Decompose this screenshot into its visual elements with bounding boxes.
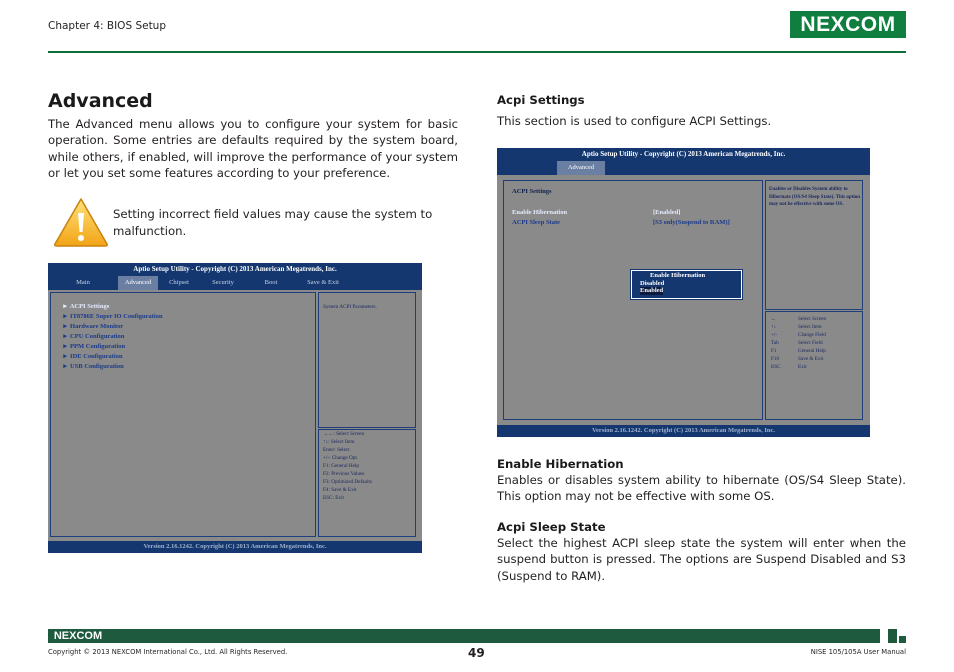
key-row: Enter: Select (323, 447, 350, 453)
setting-label-sleep-state[interactable]: ACPI Sleep State (512, 219, 561, 226)
header-rule (48, 51, 906, 53)
setting-value-hibernation[interactable]: [Enabled] (653, 209, 681, 216)
help-text: Enables or Disables System ability to Hibernate (OS/S4 Sleep State). This option may not be effective with some OS. (769, 187, 861, 208)
bios-title: Aptio Setup Utility - Copyright (C) 2013 American Megatrends, Inc. (48, 263, 422, 276)
bios-footer: Version 2.16.1242. Copyright (C) 2013 American Megatrends, Inc. (497, 425, 870, 437)
footer-nexcom-logo: NEXCOM (48, 629, 108, 643)
chapter-label: Chapter 4: BIOS Setup (48, 20, 167, 32)
copyright-text: Copyright © 2013 NEXCOM International Co., Ltd. All Rights Reserved. (48, 648, 288, 656)
tab-advanced[interactable]: Advanced (557, 161, 605, 175)
bios-footer: Version 2.16.1242. Copyright (C) 2013 American Megatrends, Inc. (48, 541, 422, 553)
enable-hibernation-text: Enables or disables system ability to hibernate (OS/S4 Sleep State). This option may not be effective with some OS. (497, 473, 906, 504)
popup-title: Enable Hibernation (650, 272, 706, 279)
menu-item-usb-config[interactable]: ► USB Configuration (62, 363, 124, 370)
tab-save-exit[interactable]: Save & Exit (307, 279, 339, 286)
tab-advanced[interactable]: Advanced (118, 276, 158, 290)
key-row: ESC Exit (771, 364, 807, 370)
option-popup[interactable] (631, 270, 742, 299)
key-legend (771, 315, 861, 371)
popup-option-disabled[interactable]: Disabled (640, 279, 665, 287)
bios-screen-advanced (48, 263, 422, 553)
warning-text: Setting incorrect field values may cause the system to malfunction. (113, 207, 433, 238)
bios-body (48, 290, 422, 541)
tab-chipset[interactable]: Chipset (169, 279, 189, 286)
footer-bar (48, 629, 880, 643)
key-row: F1 General Help (771, 348, 826, 354)
tab-security[interactable]: Security (212, 279, 234, 286)
key-row: F4: Save & Exit (323, 487, 357, 493)
key-row: ← Select Screen (771, 316, 827, 322)
menu-item-acpi-settings[interactable]: ► ACPI Settings (62, 303, 110, 310)
bios-tab-bar (48, 276, 422, 290)
menu-item-ppm-config[interactable]: ► PPM Configuration (62, 343, 126, 350)
menu-item-ide-config[interactable]: ► IDE Configuration (62, 353, 123, 360)
key-row: +/-: Change Opt. (323, 455, 359, 461)
key-row: →←: Select Screen (323, 431, 365, 437)
menu-item-cpu-config[interactable]: ► CPU Configuration (62, 333, 125, 340)
setting-label-hibernation[interactable]: Enable Hibernation (512, 209, 568, 216)
acpi-sleep-state-heading: Acpi Sleep State (497, 520, 606, 534)
popup-option-enabled[interactable]: Enabled (640, 287, 664, 294)
key-row: F3: Optimized Defaults (323, 479, 372, 485)
main-panel (503, 180, 763, 420)
key-row: Tab Select Field (771, 340, 823, 346)
enable-hibernation-heading: Enable Hibernation (497, 457, 624, 471)
acpi-settings-intro: This section is used to configure ACPI Settings. (497, 114, 772, 128)
page-title: Advanced (48, 90, 153, 112)
warning-triangle-icon (52, 196, 110, 248)
setting-value-sleep-state[interactable]: [S3 only(Suspend to RAM)] (653, 219, 730, 226)
key-row: ↑↓: Select Item (323, 439, 355, 445)
key-row: F2: Previous Values (323, 471, 365, 477)
bios-body (497, 175, 870, 425)
footer-block-small (899, 636, 906, 643)
manual-title: NISE 105/105A User Manual (810, 648, 906, 656)
key-row: ESC: Exit (323, 495, 344, 501)
tab-main[interactable]: Main (76, 279, 90, 286)
menu-item-hardware-monitor[interactable]: ► Hardware Monitor (62, 323, 124, 330)
help-text: System ACPI Parameters. (323, 304, 377, 310)
bios-screen-acpi (497, 148, 870, 437)
menu-item-super-io[interactable]: ► IT8786E Super IO Configuration (62, 313, 163, 320)
key-row: +/- Change Field (771, 332, 826, 338)
key-row: F1: General Help (323, 463, 360, 469)
page-number: 49 (468, 646, 485, 660)
bios-tab-bar (497, 161, 870, 175)
section-label: ACPI Settings (512, 188, 552, 195)
intro-paragraph: The Advanced menu allows you to configure your system for basic operation. Some entries are defaults required by the system board, while others, if enabled, will improve the performance of your system or let you set some features according to your preference. (48, 117, 458, 181)
acpi-sleep-state-text: Select the highest ACPI sleep state the system will enter when the suspend button is pressed. The options are Suspend Disabled and S3 (Suspend to RAM). (497, 536, 906, 583)
footer-block-large (888, 629, 897, 643)
acpi-settings-heading: Acpi Settings (497, 93, 585, 107)
tab-boot[interactable]: Boot (264, 279, 278, 286)
key-row: F10 Save & Exit (771, 356, 824, 362)
bios-title: Aptio Setup Utility - Copyright (C) 2013 American Megatrends, Inc. (497, 148, 870, 161)
key-legend (323, 430, 413, 502)
key-row: ↑↓ Select Item (771, 324, 822, 330)
help-panel (318, 292, 416, 428)
nexcom-logo: NEXCOM (790, 11, 906, 38)
